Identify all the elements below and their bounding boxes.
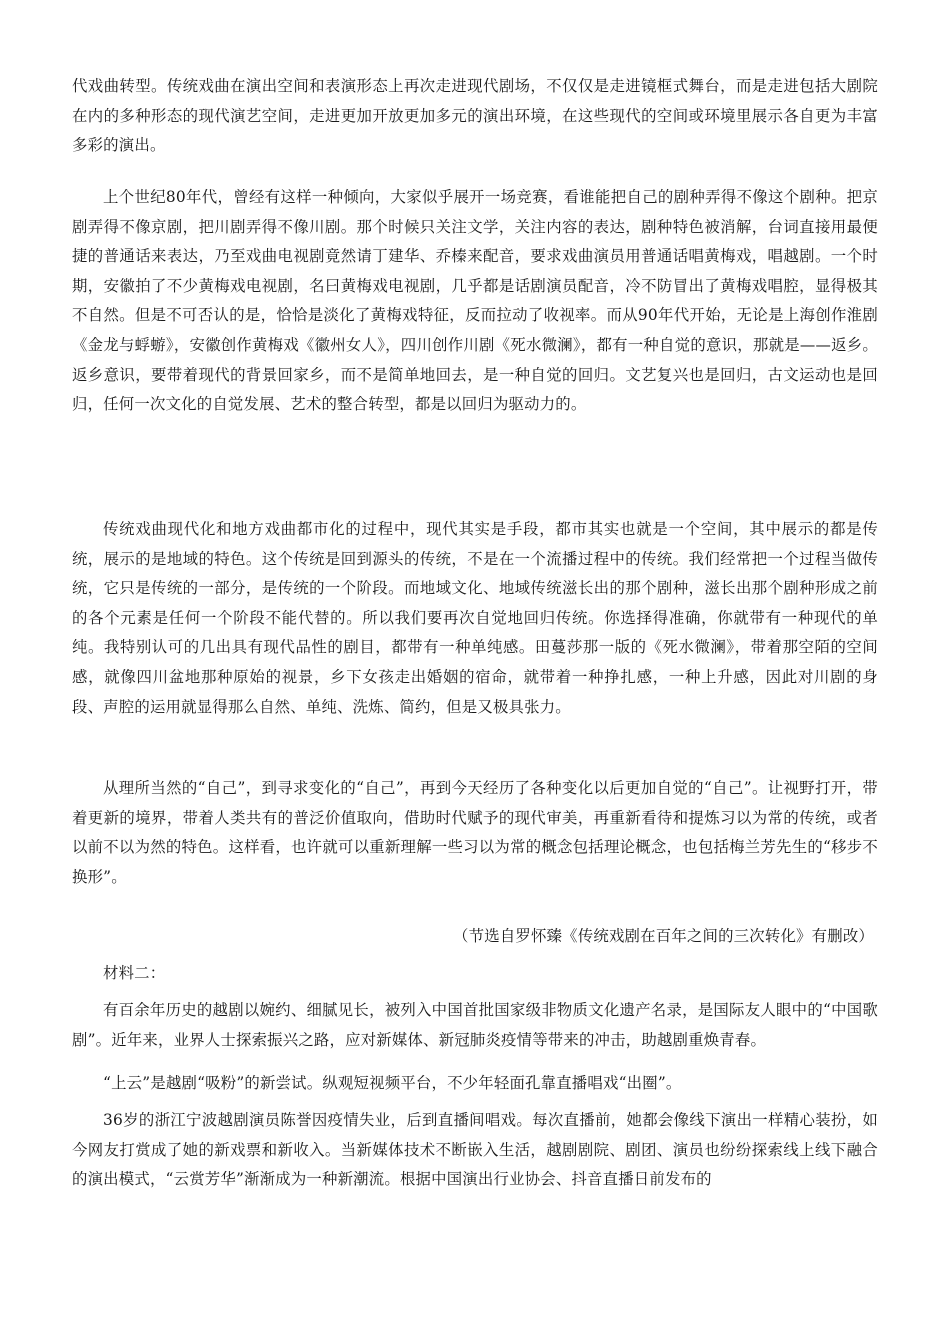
paragraph-theater-transformation: 代戏曲转型。传统戏曲在演出空间和表演形态上再次走进现代剧场，不仅仅是走进镜框式舞台，而是走进包括大剧院在内的多种形态的现代演艺空间，走进更加开放更加多元的演出环境，在这些现代的空间或环境里展示各自更为丰富多彩的演出。 (72, 77, 878, 155)
paragraph-yue-opera-intro: 有百余年历史的越剧以婉约、细腻见长，被列入中国首批国家级非物质文化遗产名录，是国际友人眼中的“中国歌剧”。近年来，业界人士探索振兴之路，应对新媒体、新冠肺炎疫情等带来的冲击，助越剧重焕青春。 (72, 1001, 878, 1049)
material-two-label: 材料二： (103, 964, 166, 982)
paragraph-self-awareness: 从理所当然的“自己”，到寻求变化的“自己”，再到今天经历了各种变化以后更加自觉的“自己”。让视野打开，带着更新的境界，带着人类共有的普泛价值取向，借助时代赋予的现代审美，再重新看待和提炼习以为常的传统，或者以前不以为然的特色。这样看，也许就可以重新理解一些习以为常的概念包括理论概念，也包括梅兰芳先生的“移步不换形”。 (72, 779, 878, 886)
paragraph-online-attempt: “上云”是越剧“吸粉”的新尝试。纵观短视频平台，不少年轻面孔靠直播唱戏“出圈”。 (103, 1074, 682, 1092)
paragraph-tradition-return: 传统戏曲现代化和地方戏曲都市化的过程中，现代其实是手段，都市其实也就是一个空间，其中展示的都是传统，展示的是地域的特色。这个传统是回到源头的传统，不是在一个流播过程中的传统。我们经常把一个过程当做传统，它只是传统的一部分，是传统的一个阶段。而地域文化、地域传统滋长出的那个剧种，滋长出那个剧种形成之前的各个元素是任何一个阶段不能代替的。所以我们要再次自觉地回归传统。你选择得准确，你就带有一种现代的单纯。我特别认可的几出具有现代品性的剧目，都带有一种单纯感。田蔓莎那一版的《死水微澜》，带着那空陌的空间感，就像四川盆地那种原始的视景，乡下女孩走出婚姻的宿命，就带着一种挣扎感，一种上升感，因此对川剧的身段、声腔的运用就显得那么自然、单纯、洗炼、简约，但是又极具张力。 (72, 520, 878, 716)
paragraph-1980s-trend: 上个世纪80年代，曾经有这样一种倾向，大家似乎展开一场竞赛，看谁能把自己的剧种弄得不像这个剧种。把京剧弄得不像京剧，把川剧弄得不像川剧。那个时候只关注文学，关注内容的表达，剧种特色被消解，台词直接用最便捷的普通话来表达，乃至戏曲电视剧竟然请丁建华、乔榛来配音，要求戏曲演员用普通话唱黄梅戏，唱越剧。一个时期，安徽拍了不少黄梅戏电视剧，名曰黄梅戏电视剧，几乎都是话剧演员配音，冷不防冒出了黄梅戏唱腔，显得极其不自然。但是不可否认的是，恰恰是淡化了黄梅戏特征，反而拉动了收视率。而从90年代开始，无论是上海创作淮剧《金龙与蜉蝣》，安徽创作黄梅戏《徽州女人》，四川创作川剧《死水微澜》，都有一种自觉的意识，那就是——返乡。返乡意识，要带着现代的背景回家乡，而不是简单地回去，是一种自觉的回归。文艺复兴也是回归，古文运动也是回归，任何一次文化的自觉发展、艺术的整合转型，都是以回归为驱动力的。 (72, 188, 878, 414)
source-citation: （节选自罗怀臻《传统戏剧在百年之间的三次转化》有删改） (453, 927, 874, 945)
paragraph-livestream-actor: 36岁的浙江宁波越剧演员陈誉因疫情失业，后到直播间唱戏。每次直播前，她都会像线下演出一样精心装扮，如今网友打赏成了她的新戏票和新收入。当新媒体技术不断嵌入生活，越剧剧院、剧团、演员也纷纷探索线上线下融合的演出模式，“云赏芳华”渐渐成为一种新潮流。根据中国演出行业协会、抖音直播日前发布的 (72, 1111, 878, 1189)
